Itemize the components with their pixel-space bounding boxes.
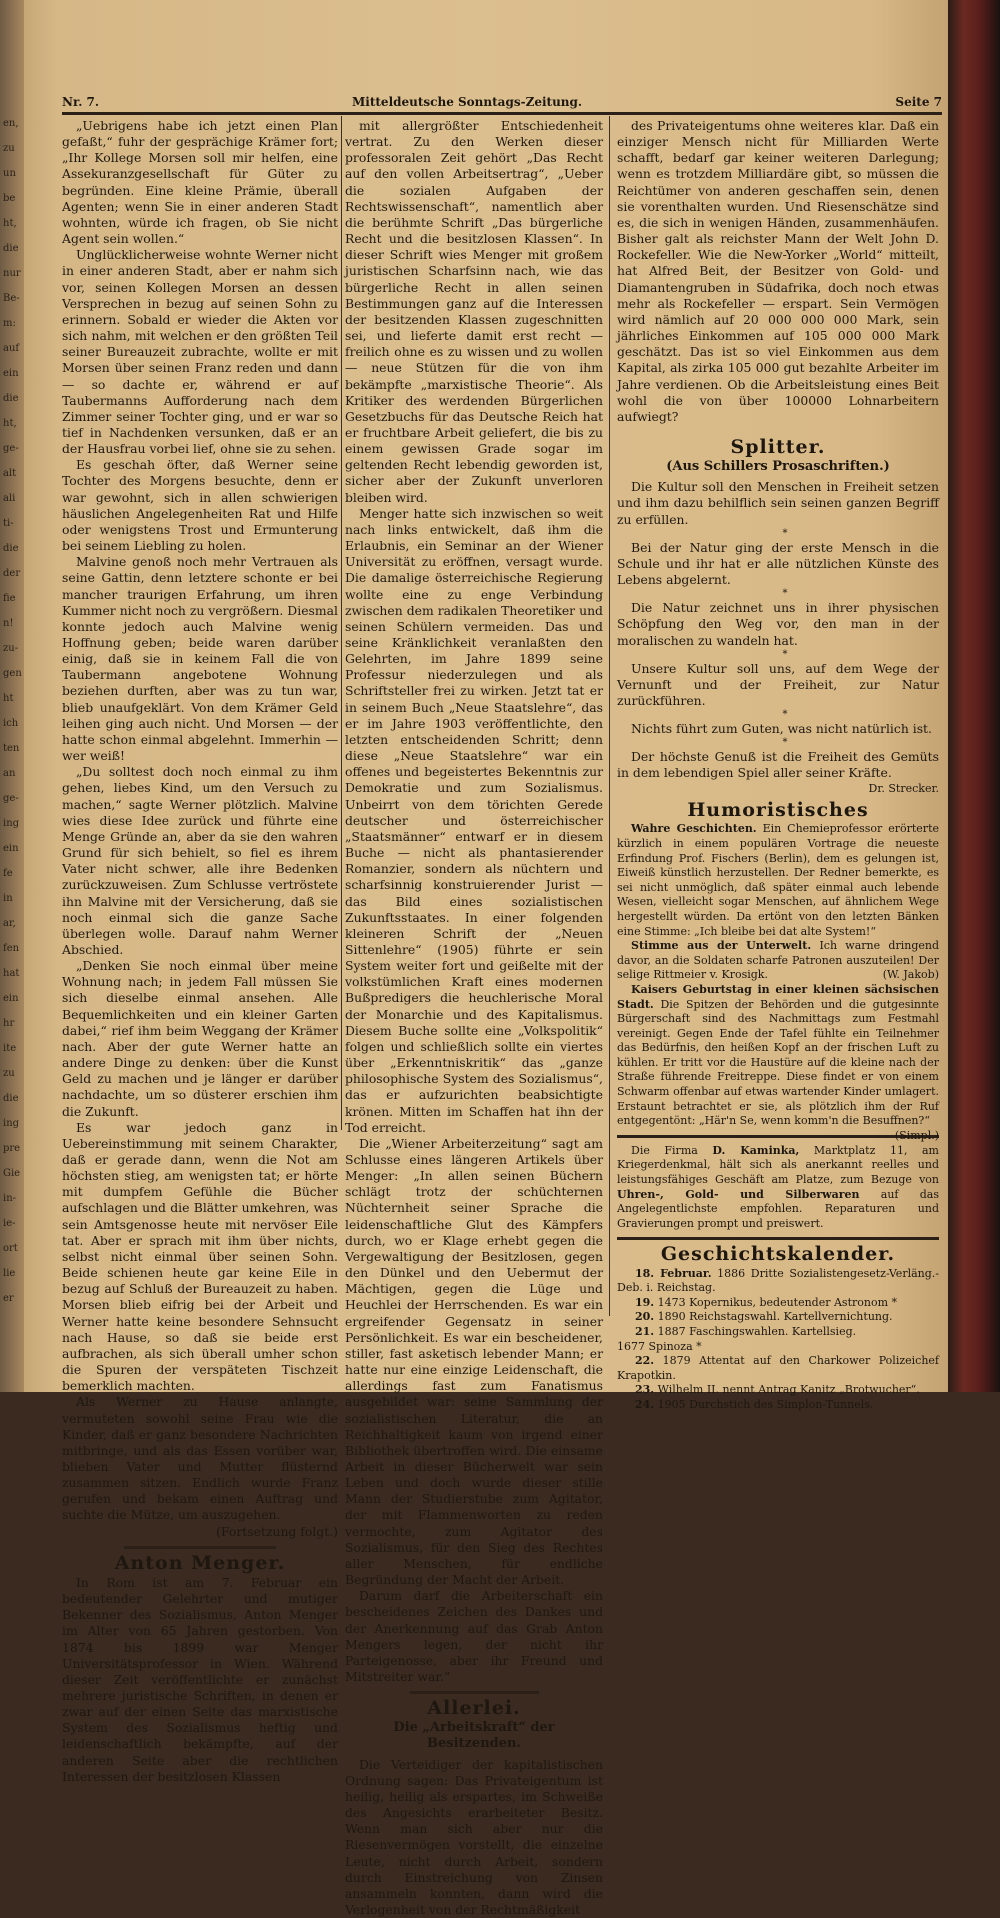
- calendar-entry: [617, 1267, 939, 1296]
- story-paragraph: „Du solltest doch noch einmal zu ihm gehen, liebes Kind, um den Versuch zu machen,“ sagte Werner plötzlich. Malvine wies diese Idee zurück und führte eine Menge Gründe an, aber da sie den wahren Grund für sich behielt, so fiel es ihrem Vater nicht schwer, alle ihre Bedenken zurückzuweisen. Zum Schlusse vertröstete ihn Malvine mit der Versicherung, daß sie noch einmal sich die ganze Sache überlegen wolle. Darauf nahm Werner Abschied.: [62, 764, 338, 957]
- divider: [617, 1237, 939, 1240]
- margin-fragment: Gie: [3, 1168, 21, 1179]
- margin-fragment: ht,: [3, 218, 17, 229]
- calendar-text: 1887 Faschingswahlen. Kartellsieg.: [654, 1324, 857, 1338]
- margin-fragment: zu: [3, 143, 15, 154]
- story-paragraph: Es war jedoch ganz in Uebereinstimmung mit seinem Charakter, daß er gerade dann, wenn die Not am höchsten stieg, am wenigsten tat; er hörte mit dumpfem Gefühle die Bücher aufschlagen und die Blätter umkehren, was sein Amtsgenosse heute mit nervöser Eile tat. Aber er sprach mit ihm über nichts, selbst nicht einmal über seinen Sohn. Beide schienen heute gar keine Eile in bezug auf Schluß der Bureauzeit zu haben. Morsen blieb eifrig bei der Arbeit und Werner hatte keine besondere Sehnsucht nach Hause, so daß sie beide erst aufbrachen, als sich überall umher schon die Spuren der verspäteten Tischzeit bemerklich machten.: [62, 1119, 338, 1394]
- calendar-entry: [617, 1398, 939, 1413]
- margin-fragment: fen: [3, 943, 20, 954]
- humor-text: Ein Chemieprofessor erörterte kürzlich in einem populären Vortrage die neueste Erfindung Prof. Fischers (Berlin), dem es gelungen ist, Eiweiß künstlich herzustellen. Der Redner bemerkte, es sei nicht unmöglich, daß später einmal auch lebende Wesen, vielleicht sogar Menschen, auf ähnlichem Wege hergestellt würden. Da ertönt von den letzten Bänken eine Stimme: „Ich bleibe bei dat alte System!“: [617, 822, 939, 938]
- book-binding: [948, 0, 1000, 1392]
- margin-fragment: ht,: [3, 418, 17, 429]
- margin-fragment: die: [3, 1093, 19, 1104]
- calendar-text: 1473 Kopernikus, bedeutender Astronom *: [654, 1295, 898, 1309]
- margin-fragment: auf: [3, 343, 20, 354]
- calendar-text: 1890 Reichstagswahl. Kartellvernichtung.: [654, 1310, 893, 1324]
- calendar-text: 1879 Attentat auf den Charkower Polizeichef Krapotkin.: [617, 1354, 939, 1382]
- margin-fragment: hr: [3, 1018, 15, 1029]
- margin-fragment: die: [3, 543, 19, 554]
- margin-fragment: fe: [3, 868, 13, 879]
- margin-fragment: zu-: [3, 643, 19, 654]
- margin-fragment: ort: [3, 1243, 18, 1254]
- margin-fragment: alt: [3, 468, 17, 479]
- article-title: Anton Menger.: [114, 1551, 286, 1574]
- column-divider: [341, 116, 342, 1130]
- margin-fragment: m:: [3, 318, 16, 329]
- margin-fragment: Be-: [3, 293, 20, 304]
- margin-fragment: ich: [3, 718, 19, 729]
- humor-source: (W. Jakob): [882, 968, 939, 982]
- calendar-entry: [617, 1325, 939, 1340]
- humor-item: [617, 822, 939, 939]
- calendar-date: 18. Februar.: [635, 1266, 712, 1280]
- margin-fragment: die: [3, 393, 19, 404]
- calendar-date: 24.: [635, 1397, 655, 1411]
- margin-fragment: ali: [3, 493, 16, 504]
- article-subtitle: Die „Arbeitskraft“ der Besitzenden.: [393, 1720, 555, 1752]
- calendar-entry: [617, 1383, 939, 1398]
- margin-fragment: lie: [3, 1268, 16, 1279]
- article-paragraph: Die Verteidiger der kapitalistischen Ordnung sagen: Das Privateigentum ist heilig, heilig als erspartes, im Schweiße des Angesichts erarbeiteter Besitz. Wenn man sich aber nur die Riesenvermögen vorstellt, die einzelne Leute, nicht durch Arbeit, sondern durch Einstreichung von Zinsen ansammeln konnten, dann wird die Verlogenheit von der Rechtmäßigkeit: [345, 1756, 603, 1918]
- story-paragraph: Malvine genoß noch mehr Vertrauen als seine Gattin, denn letztere schonte er bei mancher traurigen Erfahrung, um ihren Kummer nicht noch zu vergrößern. Diesmal konnte jedoch auch Malvine wenig Hoffnung geben; beide waren darüber einig, daß sie in keinem Fall die von Taubermann angebotene Wohnung beziehen durften, aber was zu tun war, blieb unaufgeklärt. Von dem Krämer Geld leihen ging auch nicht. Und Morsen — der hatte schon einmal abgelehnt. Immerhin — wer weiß!: [62, 554, 338, 764]
- calendar-entry: [617, 1354, 939, 1383]
- page-header: [62, 92, 942, 115]
- margin-fragment: ti-: [3, 518, 14, 529]
- article-paragraph: Darum darf die Arbeiterschaft ein bescheidenes Zeichen des Dankes und der Anerkennung auf das Grab Anton Mengers legen, der nicht ihr Parteigenosse, aber ihr Freund und Mitstreiter war.“: [345, 1588, 603, 1684]
- calendar-text: 1677 Spinoza *: [617, 1339, 702, 1353]
- margin-fragment: ein: [3, 368, 19, 379]
- humor-text: Die Spitzen der Behörden und die gutgesinnte Bürgerschaft sind des Nachmittags zum Festmahl vereinigt. Gegen Ende der Tafel fühlte ein Teilnehmer das Bedürfnis, den heißen Kopf an der frischen Luft zu kühlen. Er tritt vor die Haustüre auf die kleine nach der Straße führende Freitreppe. Diese findet er von einem Schwarm offenbar auf etwas wartender Kinder umlagert. Erstaunt betrachtet er sie, als plötzlich ihm der Ruf entgegentönt: „Här'n Se, wenn komm'n die Besuffnen?“: [617, 997, 939, 1128]
- margin-fragment: in-: [3, 1193, 17, 1204]
- humor-title: Wahre Geschichten.: [631, 822, 757, 836]
- aphorism: Die Natur zeichnet uns in ihrer physischen Schöpfung den Weg vor, den man in der moralischen zu wandeln hat.: [617, 600, 939, 648]
- article-paragraph: In Rom ist am 7. Februar ein bedeutender Gelehrter und mutiger Bekenner des Sozialismus, Anton Menger im Alter von 65 Jahren gestorben. Von 1874 bis 1899 war Menger Universitätsprofessor in Wien. Während dieser Zeit veröffentlichte er zunächst mehrere juristische Schriften, in denen er zwar auf der einen Seite das marxistische System des Sozialismus heftig und leidenschaftlich bekämpfte, auf der anderen Seite aber die rechtlichen Interessen der besitzlosen Klassen: [62, 1574, 338, 1784]
- margin-fragment: an: [3, 768, 16, 779]
- calendar-date: 22.: [635, 1354, 655, 1368]
- aphorism: Unsere Kultur soll uns, auf dem Wege der Vernunft und der Freiheit, zur Natur zurückführen.: [617, 660, 939, 708]
- story-paragraph: Es geschah öfter, daß Werner seine Tochter des Morgens besuchte, denn er war gewohnt, sich in allen schwierigen häuslichen Angelegenheiten Rat und Hilfe oder wenigstens Trost und Ermunterung bei seinem Liebling zu holen.: [62, 457, 338, 554]
- firm-name: D. Kaminka,: [712, 1143, 800, 1157]
- margin-fragment: pre: [3, 1143, 21, 1154]
- humor-source: (Simpl.): [894, 1128, 939, 1142]
- calendar-date: 23.: [635, 1383, 655, 1397]
- margin-fragment: ie-: [3, 1218, 16, 1229]
- author: Dr. Strecker.: [868, 781, 939, 795]
- newspaper-title: Mitteldeutsche Sonntags-Zeitung.: [352, 95, 583, 109]
- margin-fragment: er: [3, 1293, 14, 1304]
- continued-note: (Fortsetzung folgt.): [216, 1523, 338, 1539]
- section-title: Geschichtskalender.: [660, 1243, 896, 1266]
- section-title: Humoristisches: [687, 799, 869, 822]
- margin-fragment: ht: [3, 693, 14, 704]
- calendar-date: 19.: [635, 1295, 655, 1309]
- aphorism: Die Kultur soll den Menschen in Freiheit setzen und ihm dazu behilflich sein seinen ganzen Begriff zu erfüllen.: [617, 479, 939, 527]
- article-paragraph: des Privateigentums ohne weiteres klar. Daß ein einziger Mensch nicht für Milliarden Werte schafft, bedarf gar keiner weiteren Darlegung; wenn es trotzdem Milliardäre gibt, so müssen die Reichtümer von anderen geschaffen sein, denen sie vorenthalten wurden. Und Riesenschätze sind es, die sich in wenigen Händen, zusammenhäufen. Bisher galt als reichster Mann der Welt John D. Rockefeller. Wie die New-Yorker „World“ mitteilt, hat Alfred Beit, der Besitzer von Gold- und Diamantengruben in Südafrika, doch noch etwas mehr als Rockefeller — erspart. Sein Vermögen wird nämlich auf 20 000 000 000 Mark, sein jährliches Einkommen auf 105 000 000 Mark geschätzt. Das ist so viel Einkommen aus dem Kapital, als zirka 105 000 gut bezahlte Arbeiter im Jahre verdienen. Ob die Arbeitsleistung eines Beit wohl die von über 100000 Lohnarbeitern aufwiegt?: [617, 118, 939, 424]
- margin-fragment: be: [3, 193, 16, 204]
- story-paragraph: Als Werner zu Hause anlangte, vermuteten sowohl seine Frau wie die Kinder, daß er ganz besondere Nachrichten mitbringe, und als das Essen vorüber war, blieben Vater und Mutter flüsternd zusammen sitzen. Endlich wurde Franz gerufen und bekam einen Auftrag und suchte die Mütze, um auszugehen.: [62, 1394, 338, 1523]
- calendar-entry: [617, 1340, 939, 1355]
- margin-fragment: nur: [3, 268, 21, 279]
- margin-fragment: hat: [3, 968, 20, 979]
- humor-item: [617, 982, 939, 1142]
- margin-fragment: un: [3, 168, 16, 179]
- divider: [410, 1691, 539, 1694]
- section-title: Splitter.: [730, 435, 826, 458]
- aphorism: Der höchste Genuß ist die Freiheit des Gemüts in dem lebendigen Spiel aller seiner Kräfte.: [617, 749, 939, 781]
- article-paragraph: mit allergrößter Entschiedenheit vertrat. Zu den Werken dieser professoralen Zeit gehört „Das Recht auf den vollen Arbeitsertrag“, „Ueber die sozialen Aufgaben der Rechtswissenschaft“, namentlich aber die berühmte Schrift „Das bürgerliche Recht und die besitzlosen Klassen“. In dieser Schrift wies Menger mit großem juristischen Scharfsinn nach, wie das bürgerliche Recht in allen seinen Bestimmungen ganz auf die Interessen der besitzenden Klassen zugeschnitten sei, und lieferte damit erst recht — freilich ohne es zu wissen und zu wollen — neue Stützen für die von ihm bekämpfte „marxistische Theorie“. Als Kritiker des werdenden Bürgerlichen Gesetzbuchs für das Deutsche Reich hat er fruchtbare Arbeit geliefert, die bis zu einem gewissen Grade sogar im geltenden Recht lebendig geworden ist, sicher aber der Zukunft unverloren bleiben wird.: [345, 118, 603, 505]
- humor-text: Ich warne dringend davor, an die Soldaten scharfe Patronen auszuteilen! Der selige Rittmeier v. Krosigk.: [617, 939, 939, 982]
- calendar-text: Wilhelm II. nennt Antrag Kanitz „Brotwucher“.: [654, 1383, 920, 1397]
- story-paragraph: „Denken Sie noch einmal über meine Wohnung nach; in jedem Fall müssen Sie sich dieselbe einmal ansehen. Alle Bequemlichkeiten und ein kleiner Garten dabei,“ rief ihm beim Weggang der Krämer nach. Aber der gute Werner hatte an andere Dinge zu denken: über die Kunst Geld zu machen und je länger er darüber nachdachte, um so düsterer erschien ihm die Zukunft.: [62, 958, 338, 1119]
- divider: [124, 1546, 276, 1549]
- humor-title: Kaisers Geburtstag in einer kleinen sächsischen Stadt.: [617, 982, 939, 1011]
- margin-fragment: ar,: [3, 918, 16, 929]
- margin-fragment: ing: [3, 818, 20, 829]
- star-separator: *: [782, 648, 788, 660]
- section-subtitle: (Aus Schillers Prosaschriften.): [666, 459, 890, 475]
- calendar-text: 1905 Durchstich des Simplon-Tunnels.: [654, 1397, 874, 1411]
- star-separator: *: [782, 527, 788, 539]
- margin-fragment: zu: [3, 1068, 15, 1079]
- column-3: [617, 118, 939, 1413]
- star-separator: *: [782, 588, 788, 600]
- margin-fragment: ein: [3, 843, 19, 854]
- column-divider: [609, 116, 610, 1316]
- article-paragraph: Die „Wiener Arbeiterzeitung“ sagt am Schlusse eines längeren Artikels über Menger: „In allen seinen Büchern schlägt trotz der schüchternen Nüchternheit seiner Sprache die leidenschaftliche Glut des Kämpfers durch, wo er Klage erhebt gegen die Vergewaltigung der Besitzlosen, gegen den Dünkel und den Uebermut der Mächtigen, gegen die Lüge und Heuchlei der Herrschenden. Es war ein ergreifender Gegensatz in seiner Persönlichkeit. Es war ein bescheidener, stiller, fast asketisch lebender Mann; er hatte nur eine einzige Leidenschaft, die allerdings fast zum Fanatismus ausgebildet war: seine Sammlung der sozialistischen Literatur, die an Reichhaltigkeit kaum von irgend einer Bibliothek übertroffen wird. Die einsame Arbeit in dieser Bücherwelt war sein Leben und doch wurde dieser stille Mann der Studierstube zum Agitator, der mit Flammenworten zu reden vermochte, zum Agitator des Sozialismus, für den Sieg des Rechtes aller Menschen, für endliche Begründung der Macht der Arbeit.: [345, 1135, 603, 1588]
- humor-item: [617, 939, 939, 983]
- star-separator: *: [782, 709, 788, 721]
- calendar-entry: [617, 1310, 939, 1325]
- section-title: Allerlei.: [427, 1697, 521, 1720]
- margin-fragment: ge-: [3, 443, 19, 454]
- aphorism: Nichts führt zum Guten, was nicht natürlich ist.: [631, 721, 932, 737]
- column-1: [62, 118, 338, 1785]
- goods: Uhren-, Gold- und Silberwaren: [617, 1187, 860, 1201]
- margin-fragment: ein: [3, 993, 19, 1004]
- margin-fragment: in: [3, 893, 13, 904]
- star-separator: *: [782, 737, 788, 749]
- margin-fragment: ite: [3, 1043, 17, 1054]
- margin-fragment: fie: [3, 593, 16, 604]
- humor-title: Stimme aus der Unterwelt.: [631, 939, 812, 953]
- calendar-date: 21.: [635, 1324, 655, 1338]
- article-paragraph: Menger hatte sich inzwischen so weit nach links entwickelt, daß ihm die Erlaubnis, ein Seminar an der Wiener Universität zu eröffnen, versagt wurde. Die damalige österreichische Regierung wollte eine zu enge Verbindung zwischen dem radikalen Theoretiker und seinen Schülern vermeiden. Das und seine Kränklichkeit veranlaßten den Gelehrten, im Jahre 1899 seine Professur niederzulegen und als Schriftsteller frei zu wirken. Jetzt tat er in seinem Buch „Neue Staatslehre“, das er im Jahre 1903 veröffentlichte, den letzten entscheidenden Schritt; denn diese „Neue Staatslehre“ war ein offenes und begeistertes Bekenntnis zur Demokratie und zum Sozialismus. Unbeirrt von dem törichten Gerede deutscher und österreichischer „Staatsmänner“ entwarf er in diesem Buche — nicht als phantasierender Romanzier, sondern als nüchtern und scharfsinnig konstruierender Jurist — das Bild eines sozialistischen Zukunftsstaates. In einer folgenden kleineren Schrift der „Neuen Sittenlehre“ (1905) führte er sein System weiter fort und geißelte mit der volkstümlichen Kraft eines modernen Bußpredigers die heuchlerische Moral der Monarchie und des Kapitalismus. Diesem Buche sollte eine „Volkspolitik“ folgen und schließlich sollte ein viertes über „Erkenntniskritik“ das „ganze philosophische System des Sozialismus“, das er aufzurichten beabsichtigte krönen. Mitten im Schaffen hat ihn der Tod erreicht.: [345, 505, 603, 1135]
- page-number: Seite 7: [895, 95, 942, 109]
- margin-fragment: die: [3, 243, 19, 254]
- story-paragraph: „Uebrigens habe ich jetzt einen Plan gefaßt,“ fuhr der gesprächige Krämer fort; „Ihr Kollege Morsen soll mir helfen, eine Assekuranzgesellschaft für Güter zu begründen. Eine kleine Prämie, überall Agenten; wenn Sie in einer anderen Stadt wohnten, würde ich fragen, ob Sie nicht Agent sein wollen.“: [62, 118, 338, 247]
- margin-fragment: gen: [3, 668, 22, 679]
- margin-fragment: der: [3, 568, 21, 579]
- margin-fragment: ing: [3, 1118, 20, 1129]
- story-paragraph: Unglücklicherweise wohnte Werner nicht in einer anderen Stadt, aber er nahm sich vor, seinen Kollegen Morsen an dessen Versprechen in bezug auf seinen Sohn zu erinnern. Sobald er wieder die Akten vor sich nahm, mit welchen er den größten Teil seiner Bureauzeit zubrachte, wollte er mit Morsen über seinen Franz reden und dann — so dachte er, während er auf Taubermanns Aufforderung nach dem Zimmer seiner Tochter ging, und er war so tief in Nachdenken versunken, daß er an der Hausfrau vorbei lief, ohne sie zu sehen.: [62, 247, 338, 457]
- margin-fragment: ten: [3, 743, 20, 754]
- calendar-entry: [617, 1296, 939, 1311]
- calendar-text: 1886 Dritte Sozialistengesetz-Verläng.-Deb. i. Reichstag.: [617, 1266, 939, 1295]
- column-2: [345, 118, 603, 1918]
- margin-fragment: en,: [3, 118, 19, 129]
- margin-fragment: ge-: [3, 793, 19, 804]
- issue-number: Nr. 7.: [62, 95, 100, 109]
- aphorism: Bei der Natur ging der erste Mensch in die Schule und ihr hat er alle nützlichen Künste des Lebens abgelernt.: [617, 539, 939, 588]
- advertisement: Die Firma D. Kaminka, Marktplatz 11, am Kriegerdenkmal, hält sich als anerkannt reelles und leistungsfähiges Geschäft am Platze, zum Bezuge von Uhren-, Gold- und Silberwaren auf das Angelegentlichste empfohlen. Reparaturen und Gravierungen prompt und preiswert.: [617, 1143, 939, 1230]
- margin-fragment: n!: [3, 618, 14, 629]
- calendar-date: 20.: [635, 1310, 655, 1324]
